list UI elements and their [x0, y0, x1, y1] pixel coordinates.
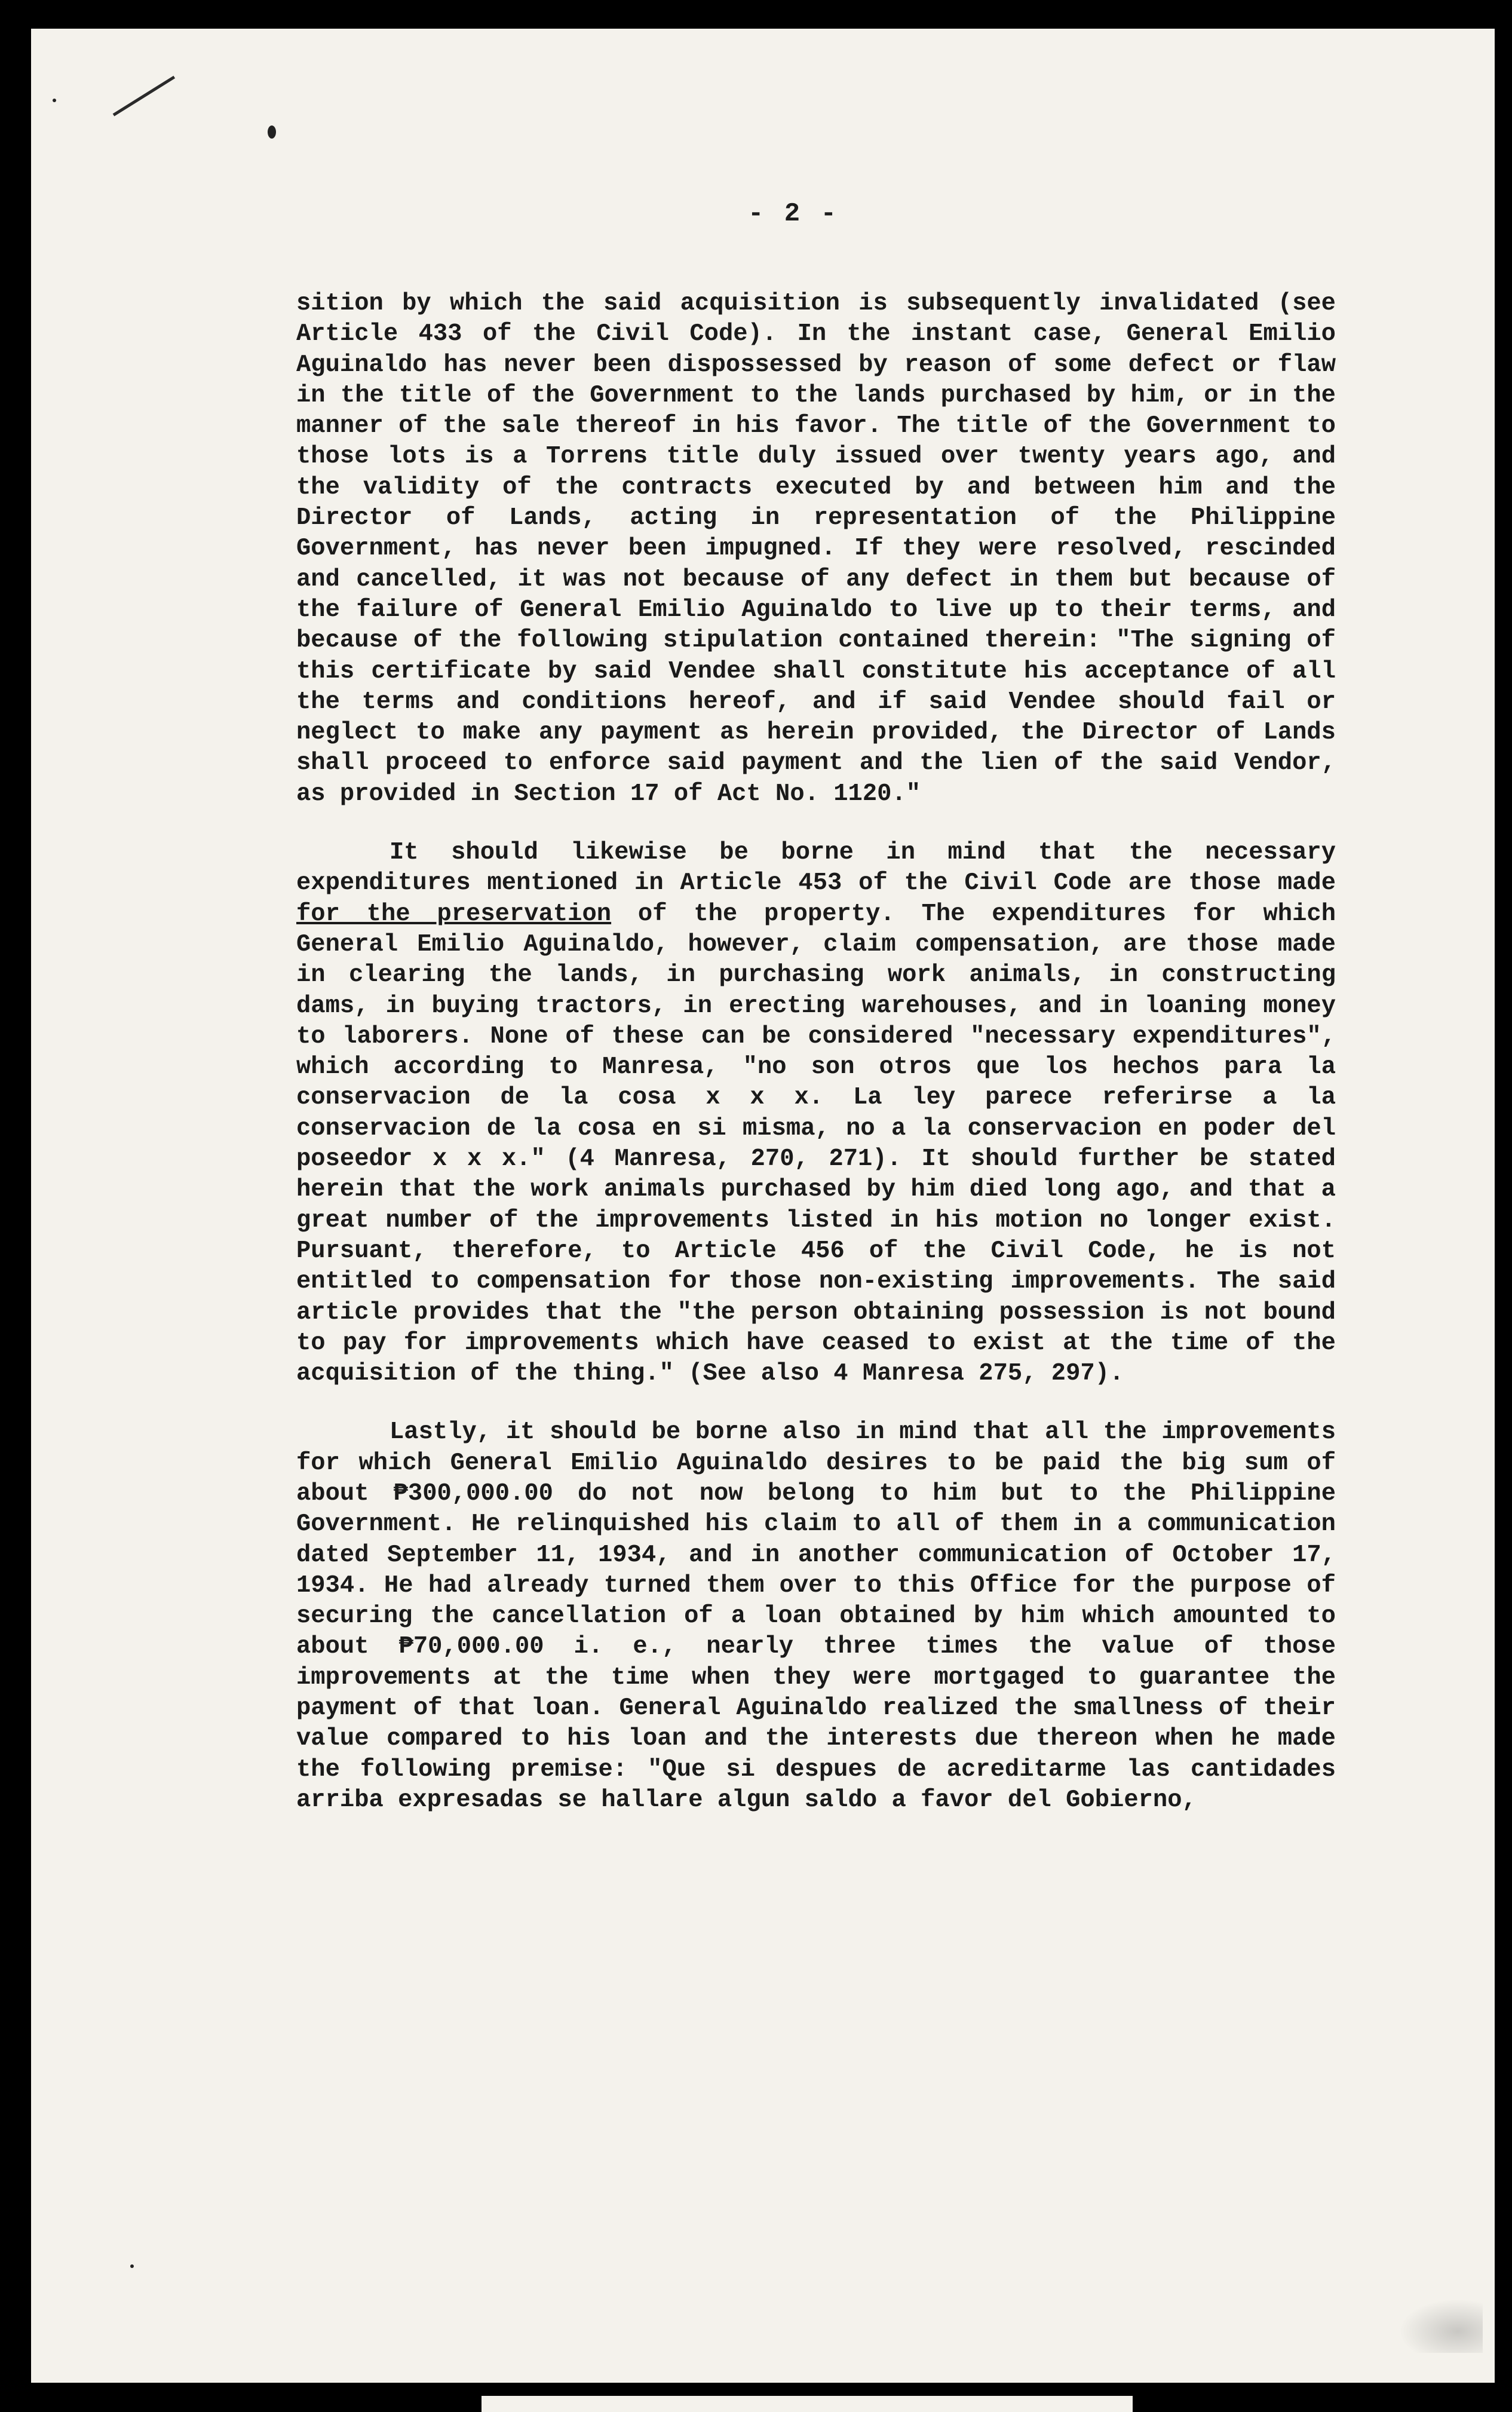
scan-speck — [130, 2264, 134, 2268]
paragraph-2 — [296, 838, 1336, 1389]
scan-speck — [53, 99, 56, 102]
paragraph-1: sition by which the said acquisition is subsequently invalidated (see Article 433 of the Civil Code). In the instant case, General Emilio Aguinaldo has never been dispossessed by reason of some defect or flaw in the title of the Government to the lands purchased by him, or in the manner of the sale thereof in his favor. The title of the Government to those lots is a Torrens title duly issued over twenty years ago, and the validity of the contracts executed by and between him and the Director of Lands, acting in representation of the Philippine Government, has never been impugned. If they were resolved, rescinded and cancelled, it was not because of any defect in them but because of the failure of General Emilio Aguinaldo to live up to their terms, and because of the following stipulation contained therein: "The signing of this certificate by said Vendee shall constitute his acceptance of all the terms and conditions hereof, and if said Vendee should fail or neglect to make any payment as herein provided, the Director of Lands shall proceed to enforce said payment and the lien of the said Vendor, as provided in Section 17 of Act No. 1120." — [296, 290, 1336, 808]
paragraph-2-text-start: It should likewise be borne in mind that the necessary expenditures mentioned in Article 453 of the Civil Code are those made — [296, 839, 1336, 897]
document-page — [31, 29, 1495, 2383]
page-smudge — [1399, 2299, 1483, 2353]
film-strip-edge — [481, 2396, 1133, 2412]
underlined-phrase: for the preservation — [296, 900, 612, 928]
page-number: - 2 - — [748, 199, 839, 229]
paragraph-3: Lastly, it should be borne also in mind that all the improvements for which General Emilio Aguinaldo desires to be paid the big sum of about ₱300,000.00 do not now belong to him but to the Philippine Government. He relinquished his claim to all of them in a communication dated September 11, 1934, and in another communication of October 17, 1934. He had already turned them over to this Office for the purpose of securing the cancellation of a loan obtained by him which amounted to about ₱70,000.00 i. e., nearly three times the value of those improvements at the time when they were mortgaged to guarantee the payment of that loan. General Aguinaldo realized the smallness of their value compared to his loan and the interests due thereon when he made the following premise: "Que si despues de acreditarme las cantidades arriba expresadas se hallare algun saldo a favor del Gobierno, — [296, 1418, 1336, 1814]
document-body — [296, 289, 1336, 1844]
scan-speck — [268, 125, 276, 139]
paragraph-2-text-end: of the property. The expenditures for which General Emilio Aguinaldo, however, claim compensation, are those made in clearing the lands, in purchasing work animals, in constructing dams, in buying tractors, in erecting warehouses, and in loaning money to laborers. None of these can be considered "necessary expenditures", which according to Manresa, "no son otros que los hechos para la conservacion de la cosa x x x. La ley parece referirse a la conservacion de la cosa en si misma, no a la conservacion en poder del poseedor x x x." (4 Manresa, 270, 271). It should further be stated herein that the work animals purchased by him died long ago, and that a great number of the improvements listed in his motion no longer exist. Pursuant, therefore, to Article 456 of the Civil Code, he is not entitled to compensation for those non-existing improvements. The said article provides that the "the person obtaining possession is not bound to pay for improvements which have ceased to exist at the time of the acquisition of the thing." (See also 4 Manresa 275, 297). — [296, 900, 1336, 1388]
